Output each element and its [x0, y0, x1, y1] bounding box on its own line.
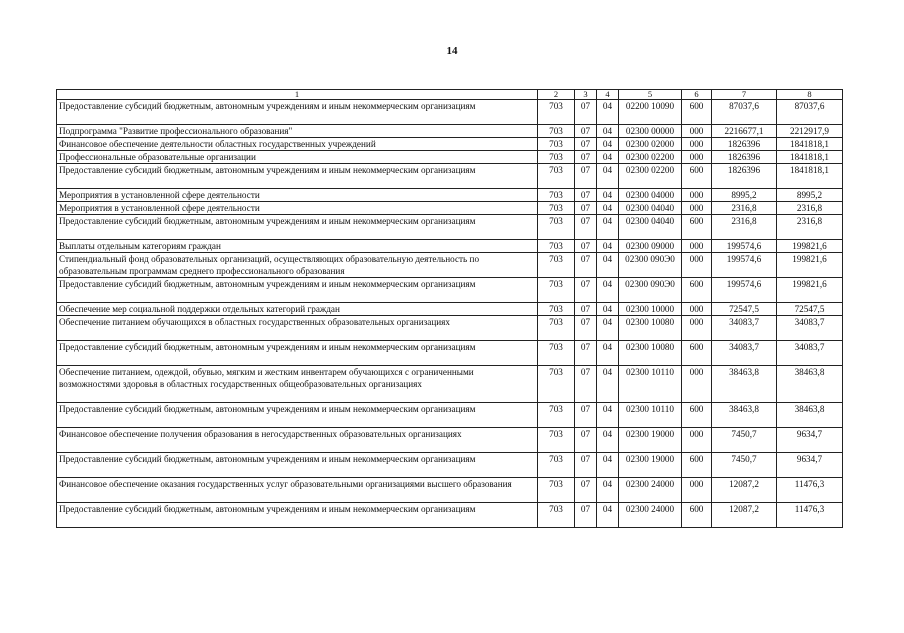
row-code-subsection: 04: [597, 240, 619, 253]
row-code-type: 000: [682, 428, 712, 453]
row-amount-year1: 7450,7: [712, 428, 777, 453]
row-code-ministry: 703: [538, 151, 575, 164]
row-code-target: 02300 09000: [619, 240, 682, 253]
row-code-target: 02300 04040: [619, 215, 682, 240]
row-code-subsection: 04: [597, 428, 619, 453]
table-row: [57, 253, 843, 278]
row-code-target: 02300 10080: [619, 316, 682, 341]
row-code-subsection: 04: [597, 253, 619, 278]
row-code-type: 600: [682, 453, 712, 478]
row-amount-year1: 1826396: [712, 138, 777, 151]
row-amount-year2: 1841818,1: [777, 138, 843, 151]
row-code-subsection: 04: [597, 341, 619, 366]
row-code-type: 000: [682, 366, 712, 403]
row-code-type: 600: [682, 215, 712, 240]
row-amount-year2: 1841818,1: [777, 164, 843, 189]
row-code-type: 000: [682, 151, 712, 164]
row-code-type: 000: [682, 240, 712, 253]
row-code-section: 07: [575, 366, 597, 403]
row-code-section: 07: [575, 189, 597, 202]
row-code-ministry: 703: [538, 428, 575, 453]
row-code-ministry: 703: [538, 189, 575, 202]
table-row: [57, 316, 843, 341]
row-code-ministry: 703: [538, 341, 575, 366]
row-code-ministry: 703: [538, 138, 575, 151]
row-code-subsection: 04: [597, 366, 619, 403]
row-code-type: 000: [682, 189, 712, 202]
row-code-section: 07: [575, 151, 597, 164]
row-code-ministry: 703: [538, 503, 575, 528]
row-description: Предоставление субсидий бюджетным, автономным учреждениям и иным некоммерческим организациям: [57, 164, 538, 189]
table-row: [57, 453, 843, 478]
row-code-type: 000: [682, 138, 712, 151]
row-code-section: 07: [575, 202, 597, 215]
row-code-subsection: 04: [597, 138, 619, 151]
row-code-subsection: 04: [597, 278, 619, 303]
table-row: [57, 341, 843, 366]
col-header: 4: [597, 90, 619, 100]
row-code-target: 02300 04000: [619, 189, 682, 202]
row-code-ministry: 703: [538, 453, 575, 478]
row-amount-year1: 34083,7: [712, 341, 777, 366]
row-description: Предоставление субсидий бюджетным, автономным учреждениям и иным некоммерческим организациям: [57, 341, 538, 366]
row-amount-year2: 199821,6: [777, 278, 843, 303]
row-code-section: 07: [575, 503, 597, 528]
row-code-ministry: 703: [538, 202, 575, 215]
row-amount-year2: 2316,8: [777, 215, 843, 240]
row-code-ministry: 703: [538, 303, 575, 316]
row-code-type: 600: [682, 100, 712, 125]
row-code-ministry: 703: [538, 366, 575, 403]
row-amount-year1: 12087,2: [712, 478, 777, 503]
table-row: [57, 503, 843, 528]
row-description: Выплаты отдельным категориям граждан: [57, 240, 538, 253]
row-code-ministry: 703: [538, 478, 575, 503]
row-code-ministry: 703: [538, 253, 575, 278]
col-header: 3: [575, 90, 597, 100]
row-code-target: 02300 10080: [619, 341, 682, 366]
row-amount-year1: 199574,6: [712, 253, 777, 278]
row-code-section: 07: [575, 316, 597, 341]
row-amount-year2: 199821,6: [777, 253, 843, 278]
row-description: Профессиональные образовательные организации: [57, 151, 538, 164]
row-description: Предоставление субсидий бюджетным, автономным учреждениям и иным некоммерческим организациям: [57, 503, 538, 528]
row-code-section: 07: [575, 403, 597, 428]
row-amount-year1: 1826396: [712, 151, 777, 164]
row-description: Финансовое обеспечение оказания государственных услуг образовательными организациями высшего образования: [57, 478, 538, 503]
row-amount-year2: 11476,3: [777, 503, 843, 528]
row-amount-year1: 8995,2: [712, 189, 777, 202]
row-code-section: 07: [575, 428, 597, 453]
row-amount-year1: 12087,2: [712, 503, 777, 528]
col-header: 6: [682, 90, 712, 100]
row-code-type: 000: [682, 303, 712, 316]
row-code-type: 000: [682, 125, 712, 138]
row-amount-year1: 2316,8: [712, 215, 777, 240]
row-code-subsection: 04: [597, 453, 619, 478]
row-code-target: 02300 24000: [619, 503, 682, 528]
col-header: 7: [712, 90, 777, 100]
row-amount-year2: 9634,7: [777, 453, 843, 478]
row-description: Предоставление субсидий бюджетным, автономным учреждениям и иным некоммерческим организациям: [57, 100, 538, 125]
row-code-section: 07: [575, 215, 597, 240]
row-amount-year2: 87037,6: [777, 100, 843, 125]
table-row: [57, 428, 843, 453]
row-code-target: 02300 00000: [619, 125, 682, 138]
row-code-type: 600: [682, 278, 712, 303]
row-description: Финансовое обеспечение получения образования в негосударственных образовательных организациях: [57, 428, 538, 453]
table-row: [57, 138, 843, 151]
table-row: [57, 403, 843, 428]
row-amount-year1: 199574,6: [712, 278, 777, 303]
row-amount-year2: 9634,7: [777, 428, 843, 453]
row-code-subsection: 04: [597, 316, 619, 341]
row-amount-year2: 38463,8: [777, 366, 843, 403]
table-row: [57, 189, 843, 202]
row-code-ministry: 703: [538, 316, 575, 341]
row-code-section: 07: [575, 164, 597, 189]
row-code-type: 600: [682, 503, 712, 528]
table-row: [57, 100, 843, 125]
row-code-section: 07: [575, 240, 597, 253]
row-code-target: 02200 10090: [619, 100, 682, 125]
row-code-target: 02300 10000: [619, 303, 682, 316]
table-row: [57, 240, 843, 253]
row-description: Мероприятия в установленной сфере деятельности: [57, 189, 538, 202]
row-code-section: 07: [575, 278, 597, 303]
row-code-type: 600: [682, 164, 712, 189]
col-header: 2: [538, 90, 575, 100]
row-code-target: 02300 02200: [619, 164, 682, 189]
row-code-subsection: 04: [597, 100, 619, 125]
table-row: [57, 478, 843, 503]
row-code-section: 07: [575, 303, 597, 316]
row-amount-year2: 1841818,1: [777, 151, 843, 164]
row-code-ministry: 703: [538, 125, 575, 138]
row-code-target: 02300 24000: [619, 478, 682, 503]
row-code-section: 07: [575, 100, 597, 125]
budget-table: [56, 89, 843, 528]
row-code-subsection: 04: [597, 189, 619, 202]
row-amount-year2: 34083,7: [777, 341, 843, 366]
table-row: [57, 215, 843, 240]
row-description: Предоставление субсидий бюджетным, автономным учреждениям и иным некоммерческим организациям: [57, 278, 538, 303]
row-amount-year2: 38463,8: [777, 403, 843, 428]
row-amount-year1: 38463,8: [712, 403, 777, 428]
row-code-type: 000: [682, 478, 712, 503]
row-code-subsection: 04: [597, 125, 619, 138]
row-description: Мероприятия в установленной сфере деятельности: [57, 202, 538, 215]
row-code-section: 07: [575, 253, 597, 278]
table-row: [57, 202, 843, 215]
row-description: Подпрограмма "Развитие профессионального образования": [57, 125, 538, 138]
row-code-subsection: 04: [597, 215, 619, 240]
row-code-section: 07: [575, 125, 597, 138]
row-code-section: 07: [575, 341, 597, 366]
row-description: Обеспечение мер социальной поддержки отдельных категорий граждан: [57, 303, 538, 316]
row-code-target: 02300 02200: [619, 151, 682, 164]
row-amount-year1: 72547,5: [712, 303, 777, 316]
table-row: [57, 278, 843, 303]
row-code-section: 07: [575, 478, 597, 503]
row-code-target: 02300 02000: [619, 138, 682, 151]
row-code-target: 02300 04040: [619, 202, 682, 215]
col-header: 1: [57, 90, 538, 100]
row-code-ministry: 703: [538, 100, 575, 125]
row-amount-year1: 2316,8: [712, 202, 777, 215]
row-code-type: 600: [682, 341, 712, 366]
row-code-type: 600: [682, 403, 712, 428]
row-amount-year1: 7450,7: [712, 453, 777, 478]
row-code-subsection: 04: [597, 303, 619, 316]
row-amount-year2: 8995,2: [777, 189, 843, 202]
row-code-target: 02300 19000: [619, 453, 682, 478]
row-code-target: 02300 19000: [619, 428, 682, 453]
page-number: 14: [446, 45, 458, 57]
row-amount-year1: 1826396: [712, 164, 777, 189]
row-code-subsection: 04: [597, 151, 619, 164]
row-code-section: 07: [575, 453, 597, 478]
row-amount-year1: 34083,7: [712, 316, 777, 341]
row-amount-year2: 72547,5: [777, 303, 843, 316]
row-code-subsection: 04: [597, 202, 619, 215]
row-description: Предоставление субсидий бюджетным, автономным учреждениям и иным некоммерческим организациям: [57, 403, 538, 428]
row-amount-year1: 38463,8: [712, 366, 777, 403]
row-code-target: 02300 090Э0: [619, 278, 682, 303]
col-header: 8: [777, 90, 843, 100]
row-description: Финансовое обеспечение деятельности областных государственных учреждений: [57, 138, 538, 151]
row-code-target: 02300 090Э0: [619, 253, 682, 278]
row-code-section: 07: [575, 138, 597, 151]
row-description: Предоставление субсидий бюджетным, автономным учреждениям и иным некоммерческим организациям: [57, 215, 538, 240]
table-row: [57, 303, 843, 316]
table-row: [57, 164, 843, 189]
row-code-target: 02300 10110: [619, 403, 682, 428]
row-code-ministry: 703: [538, 403, 575, 428]
row-amount-year2: 11476,3: [777, 478, 843, 503]
row-code-type: 000: [682, 202, 712, 215]
table-header-row: [57, 90, 843, 100]
row-code-type: 000: [682, 253, 712, 278]
row-amount-year2: 199821,6: [777, 240, 843, 253]
row-amount-year1: 2216677,1: [712, 125, 777, 138]
table-row: [57, 125, 843, 138]
row-description: Обеспечение питанием, одеждой, обувью, мягким и жестким инвентарем обучающихся с ограниченными возможностями здоровья в областных государственных общеобразовательных организациях: [57, 366, 538, 403]
table-row: [57, 366, 843, 403]
row-amount-year2: 2212917,9: [777, 125, 843, 138]
row-code-target: 02300 10110: [619, 366, 682, 403]
col-header: 5: [619, 90, 682, 100]
row-description: Стипендиальный фонд образовательных организаций, осуществляющих образовательную деятельность по образовательным программам среднего профессионального образования: [57, 253, 538, 278]
row-code-subsection: 04: [597, 403, 619, 428]
row-code-type: 000: [682, 316, 712, 341]
row-code-ministry: 703: [538, 164, 575, 189]
row-amount-year1: 87037,6: [712, 100, 777, 125]
row-code-ministry: 703: [538, 215, 575, 240]
table-row: [57, 151, 843, 164]
row-code-subsection: 04: [597, 478, 619, 503]
row-description: Предоставление субсидий бюджетным, автономным учреждениям и иным некоммерческим организациям: [57, 453, 538, 478]
row-code-subsection: 04: [597, 503, 619, 528]
row-amount-year2: 34083,7: [777, 316, 843, 341]
row-code-subsection: 04: [597, 164, 619, 189]
row-code-ministry: 703: [538, 278, 575, 303]
row-amount-year1: 199574,6: [712, 240, 777, 253]
row-code-ministry: 703: [538, 240, 575, 253]
row-amount-year2: 2316,8: [777, 202, 843, 215]
row-description: Обеспечение питанием обучающихся в областных государственных образовательных организациях: [57, 316, 538, 341]
